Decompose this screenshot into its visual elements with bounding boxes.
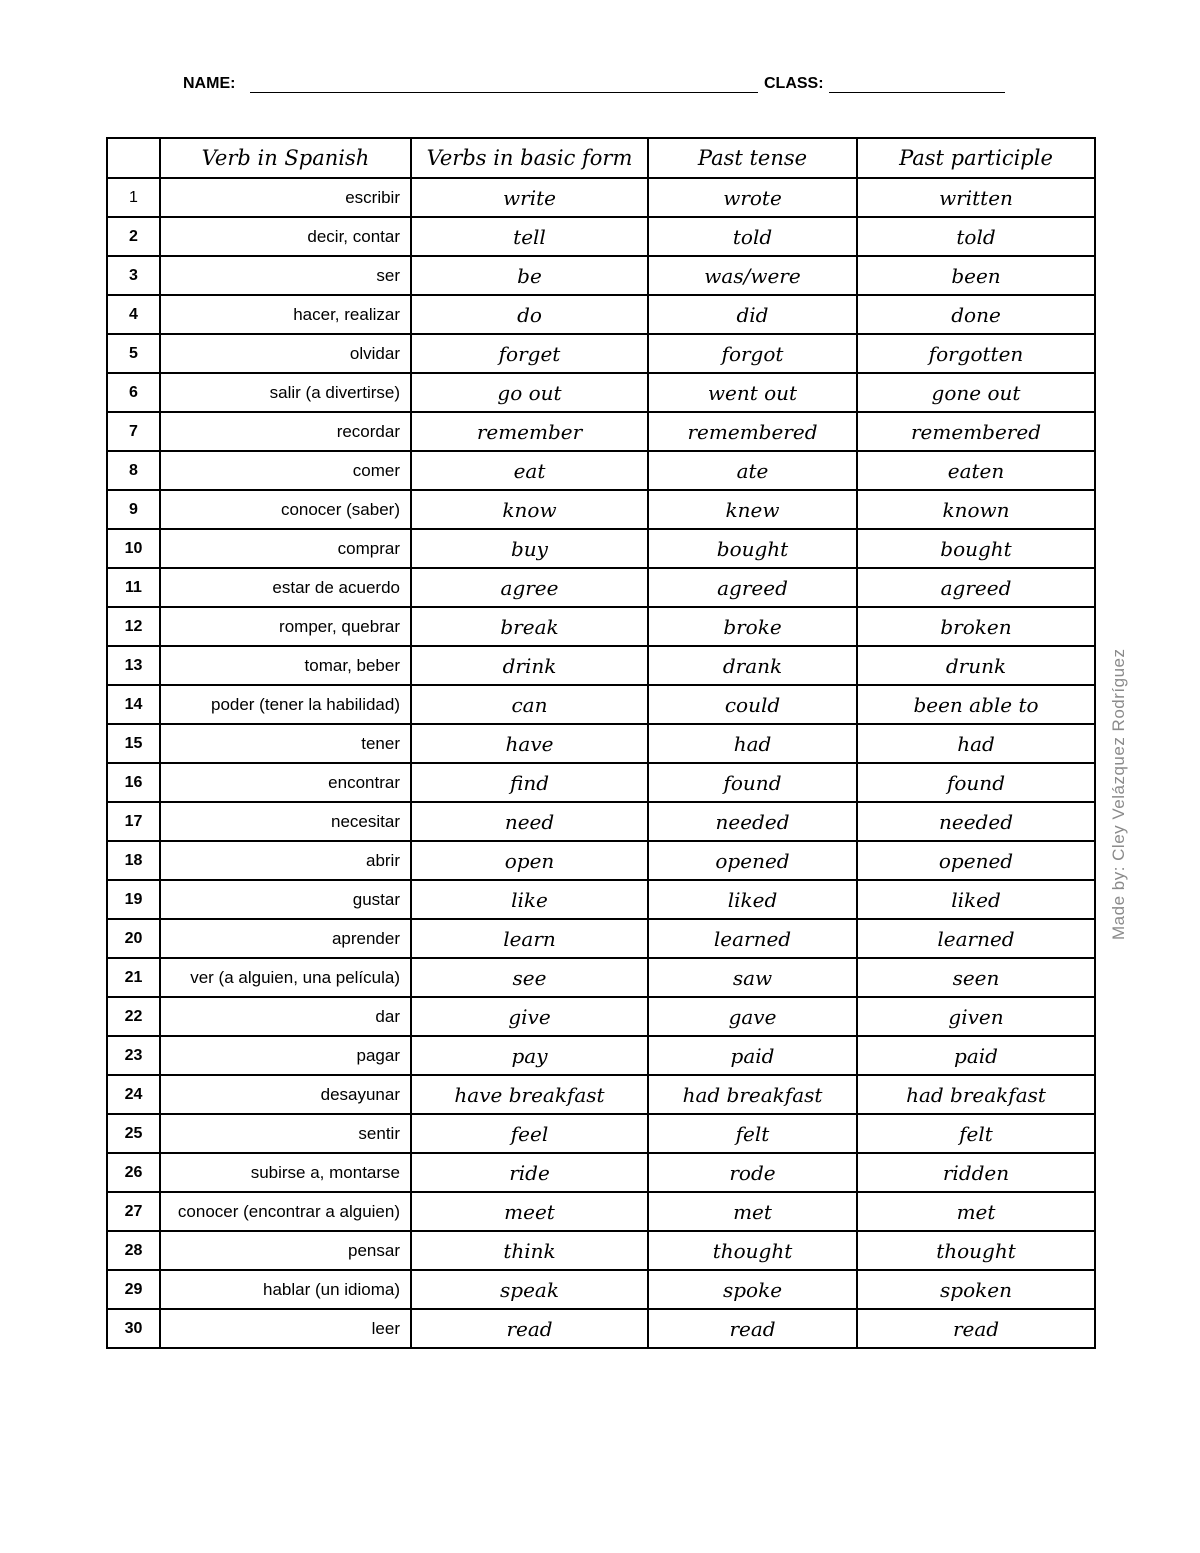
table-row — [107, 685, 1095, 724]
table-row — [107, 802, 1095, 841]
basic-form: have breakfast — [411, 1075, 648, 1114]
past-participle: seen — [857, 958, 1095, 997]
row-number: 10 — [107, 529, 160, 568]
header-spanish: Verb in Spanish — [160, 138, 411, 178]
past-participle: needed — [857, 802, 1095, 841]
past-tense: learned — [648, 919, 857, 958]
spanish-verb: aprender — [160, 919, 411, 958]
basic-form: see — [411, 958, 648, 997]
past-participle: spoken — [857, 1270, 1095, 1309]
past-participle: given — [857, 997, 1095, 1036]
past-tense: had — [648, 724, 857, 763]
name-blank-line[interactable] — [250, 92, 758, 93]
row-number: 6 — [107, 373, 160, 412]
basic-form: like — [411, 880, 648, 919]
class-blank-line[interactable] — [829, 92, 1005, 93]
spanish-verb: dar — [160, 997, 411, 1036]
past-tense: told — [648, 217, 857, 256]
row-number: 24 — [107, 1075, 160, 1114]
table-row — [107, 763, 1095, 802]
past-tense: paid — [648, 1036, 857, 1075]
spanish-verb: estar de acuerdo — [160, 568, 411, 607]
table-row — [107, 412, 1095, 451]
table-row — [107, 880, 1095, 919]
basic-form: remember — [411, 412, 648, 451]
table-row — [107, 178, 1095, 217]
spanish-verb: olvidar — [160, 334, 411, 373]
basic-form: buy — [411, 529, 648, 568]
basic-form: do — [411, 295, 648, 334]
table-row — [107, 373, 1095, 412]
basic-form: agree — [411, 568, 648, 607]
row-number: 14 — [107, 685, 160, 724]
row-number: 17 — [107, 802, 160, 841]
past-participle: thought — [857, 1231, 1095, 1270]
spanish-verb: sentir — [160, 1114, 411, 1153]
table-row — [107, 919, 1095, 958]
spanish-verb: pensar — [160, 1231, 411, 1270]
row-number: 20 — [107, 919, 160, 958]
basic-form: ride — [411, 1153, 648, 1192]
spanish-verb: comprar — [160, 529, 411, 568]
spanish-verb: salir (a divertirse) — [160, 373, 411, 412]
past-tense: thought — [648, 1231, 857, 1270]
basic-form: read — [411, 1309, 648, 1348]
past-tense: found — [648, 763, 857, 802]
basic-form: think — [411, 1231, 648, 1270]
verb-table — [106, 137, 1096, 1349]
past-participle: agreed — [857, 568, 1095, 607]
table-row — [107, 490, 1095, 529]
table-row — [107, 1036, 1095, 1075]
past-participle: gone out — [857, 373, 1095, 412]
past-tense: was/were — [648, 256, 857, 295]
table-row — [107, 607, 1095, 646]
basic-form: drink — [411, 646, 648, 685]
spanish-verb: conocer (saber) — [160, 490, 411, 529]
spanish-verb: comer — [160, 451, 411, 490]
basic-form: write — [411, 178, 648, 217]
basic-form: tell — [411, 217, 648, 256]
basic-form: forget — [411, 334, 648, 373]
table-row — [107, 568, 1095, 607]
row-number: 5 — [107, 334, 160, 373]
past-tense: did — [648, 295, 857, 334]
table-header-row — [107, 138, 1095, 178]
past-participle: told — [857, 217, 1095, 256]
past-participle: broken — [857, 607, 1095, 646]
past-participle: forgotten — [857, 334, 1095, 373]
row-number: 8 — [107, 451, 160, 490]
row-number: 16 — [107, 763, 160, 802]
past-participle: ridden — [857, 1153, 1095, 1192]
past-participle: learned — [857, 919, 1095, 958]
past-tense: remembered — [648, 412, 857, 451]
spanish-verb: leer — [160, 1309, 411, 1348]
author-credit: Made by: Cley Velázquez Rodríguez — [1109, 648, 1128, 940]
basic-form: feel — [411, 1114, 648, 1153]
basic-form: pay — [411, 1036, 648, 1075]
worksheet-header — [183, 72, 1013, 98]
spanish-verb: hablar (un idioma) — [160, 1270, 411, 1309]
past-tense: liked — [648, 880, 857, 919]
spanish-verb: encontrar — [160, 763, 411, 802]
past-tense: ate — [648, 451, 857, 490]
past-participle: had breakfast — [857, 1075, 1095, 1114]
table-row — [107, 1309, 1095, 1348]
table-row — [107, 529, 1095, 568]
past-tense: saw — [648, 958, 857, 997]
basic-form: know — [411, 490, 648, 529]
past-participle: done — [857, 295, 1095, 334]
past-tense: spoke — [648, 1270, 857, 1309]
spanish-verb: romper, quebrar — [160, 607, 411, 646]
table-row — [107, 1231, 1095, 1270]
basic-form: can — [411, 685, 648, 724]
basic-form: learn — [411, 919, 648, 958]
table-row — [107, 646, 1095, 685]
spanish-verb: gustar — [160, 880, 411, 919]
past-tense: could — [648, 685, 857, 724]
row-number: 28 — [107, 1231, 160, 1270]
table-row — [107, 1192, 1095, 1231]
past-tense: read — [648, 1309, 857, 1348]
header-number — [107, 138, 160, 178]
spanish-verb: tener — [160, 724, 411, 763]
row-number: 25 — [107, 1114, 160, 1153]
header-basic-form: Verbs in basic form — [411, 138, 648, 178]
table-row — [107, 841, 1095, 880]
basic-form: need — [411, 802, 648, 841]
past-participle: written — [857, 178, 1095, 217]
past-tense: gave — [648, 997, 857, 1036]
past-participle: paid — [857, 1036, 1095, 1075]
past-participle: known — [857, 490, 1095, 529]
spanish-verb: conocer (encontrar a alguien) — [160, 1192, 411, 1231]
past-participle: been — [857, 256, 1095, 295]
row-number: 18 — [107, 841, 160, 880]
spanish-verb: subirse a, montarse — [160, 1153, 411, 1192]
past-participle: met — [857, 1192, 1095, 1231]
basic-form: give — [411, 997, 648, 1036]
past-tense: needed — [648, 802, 857, 841]
past-tense: knew — [648, 490, 857, 529]
past-tense: met — [648, 1192, 857, 1231]
spanish-verb: pagar — [160, 1036, 411, 1075]
table-row — [107, 1114, 1095, 1153]
verb-rows — [107, 178, 1095, 1348]
basic-form: have — [411, 724, 648, 763]
row-number: 2 — [107, 217, 160, 256]
past-tense: opened — [648, 841, 857, 880]
basic-form: speak — [411, 1270, 648, 1309]
row-number: 21 — [107, 958, 160, 997]
past-tense: went out — [648, 373, 857, 412]
row-number: 26 — [107, 1153, 160, 1192]
row-number: 23 — [107, 1036, 160, 1075]
row-number: 27 — [107, 1192, 160, 1231]
table-row — [107, 1075, 1095, 1114]
row-number: 1 — [107, 178, 160, 217]
table-row — [107, 997, 1095, 1036]
row-number: 9 — [107, 490, 160, 529]
row-number: 7 — [107, 412, 160, 451]
past-participle: found — [857, 763, 1095, 802]
header-past-tense: Past tense — [648, 138, 857, 178]
row-number: 11 — [107, 568, 160, 607]
spanish-verb: decir, contar — [160, 217, 411, 256]
row-number: 12 — [107, 607, 160, 646]
basic-form: open — [411, 841, 648, 880]
spanish-verb: abrir — [160, 841, 411, 880]
past-tense: rode — [648, 1153, 857, 1192]
spanish-verb: necesitar — [160, 802, 411, 841]
spanish-verb: tomar, beber — [160, 646, 411, 685]
row-number: 3 — [107, 256, 160, 295]
past-tense: agreed — [648, 568, 857, 607]
past-tense: wrote — [648, 178, 857, 217]
past-participle: remembered — [857, 412, 1095, 451]
table-row — [107, 724, 1095, 763]
spanish-verb: escribir — [160, 178, 411, 217]
past-tense: broke — [648, 607, 857, 646]
past-tense: felt — [648, 1114, 857, 1153]
basic-form: break — [411, 607, 648, 646]
basic-form: find — [411, 763, 648, 802]
name-label: NAME: — [183, 75, 236, 92]
table-row — [107, 256, 1095, 295]
basic-form: be — [411, 256, 648, 295]
row-number: 30 — [107, 1309, 160, 1348]
past-participle: liked — [857, 880, 1095, 919]
past-tense: bought — [648, 529, 857, 568]
table-row — [107, 451, 1095, 490]
table-row — [107, 217, 1095, 256]
basic-form: meet — [411, 1192, 648, 1231]
past-tense: drank — [648, 646, 857, 685]
past-participle: felt — [857, 1114, 1095, 1153]
table-row — [107, 295, 1095, 334]
row-number: 13 — [107, 646, 160, 685]
spanish-verb: ver (a alguien, una película) — [160, 958, 411, 997]
spanish-verb: poder (tener la habilidad) — [160, 685, 411, 724]
table-row — [107, 334, 1095, 373]
past-participle: read — [857, 1309, 1095, 1348]
spanish-verb: ser — [160, 256, 411, 295]
past-participle: had — [857, 724, 1095, 763]
past-participle: eaten — [857, 451, 1095, 490]
basic-form: go out — [411, 373, 648, 412]
row-number: 22 — [107, 997, 160, 1036]
class-label: CLASS: — [764, 75, 824, 92]
past-participle: bought — [857, 529, 1095, 568]
past-tense: forgot — [648, 334, 857, 373]
table-row — [107, 1153, 1095, 1192]
past-participle: been able to — [857, 685, 1095, 724]
spanish-verb: desayunar — [160, 1075, 411, 1114]
spanish-verb: hacer, realizar — [160, 295, 411, 334]
row-number: 19 — [107, 880, 160, 919]
past-tense: had breakfast — [648, 1075, 857, 1114]
table-row — [107, 958, 1095, 997]
basic-form: eat — [411, 451, 648, 490]
header-past-participle: Past participle — [857, 138, 1095, 178]
row-number: 4 — [107, 295, 160, 334]
past-participle: drunk — [857, 646, 1095, 685]
spanish-verb: recordar — [160, 412, 411, 451]
past-participle: opened — [857, 841, 1095, 880]
row-number: 15 — [107, 724, 160, 763]
row-number: 29 — [107, 1270, 160, 1309]
table-row — [107, 1270, 1095, 1309]
